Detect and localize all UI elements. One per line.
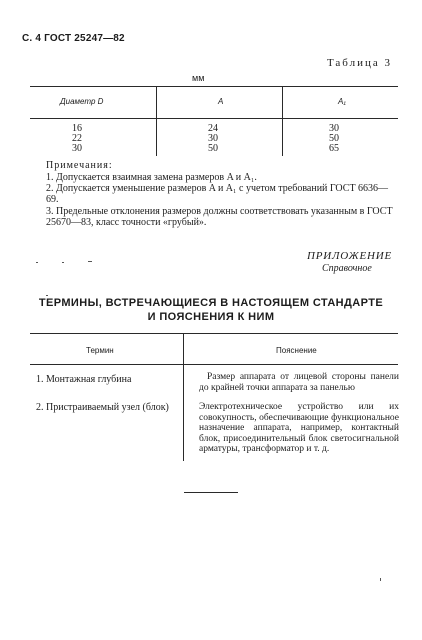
section-title-line1: ТЕРМИНЫ, ВСТРЕЧАЮЩИЕСЯ В НАСТОЯЩЕМ СТАНДАРТЕ	[38, 297, 384, 309]
note-item: 3. Предельные отклонения размеров должны соответствовать указанным в ГОСТ 25670—83, класс точности «грубый».	[46, 206, 393, 228]
table3-top-rule	[30, 86, 398, 87]
terms-col-term: Термин	[86, 346, 114, 355]
table3-col-divider-1	[156, 86, 157, 156]
scan-speck	[88, 261, 92, 262]
scan-speck	[46, 295, 48, 296]
note-item: 1. Допускается взаимная замена размеров A и A₁.	[46, 172, 257, 183]
table-cell: 50	[208, 143, 218, 154]
term-explanation: Размер аппарата от лицевой стороны панели до крайней точки аппарата за панелью	[199, 372, 399, 393]
term-text: 1. Монтажная глубина	[36, 374, 132, 385]
table-unit: мм	[192, 73, 205, 83]
notes-title: Примечания:	[46, 160, 113, 171]
table-cell: 16	[72, 123, 82, 134]
terms-col-divider	[183, 333, 184, 461]
table-title: Таблица 3	[326, 57, 392, 69]
table3-col-divider-2	[282, 86, 283, 156]
table-cell: 24	[208, 123, 218, 134]
table3-col-a1: A₁	[338, 97, 346, 106]
table3-col-diameter: Диаметр D	[60, 97, 104, 106]
end-rule	[184, 492, 238, 493]
section-title-line2: И ПОЯСНЕНИЯ К НИМ	[147, 311, 275, 323]
table-cell: 30	[72, 143, 82, 154]
terms-top-rule	[30, 333, 398, 334]
page-header: С. 4 ГОСТ 25247—82	[22, 33, 125, 44]
term-text: 2. Пристраиваемый узел (блок)	[36, 402, 169, 413]
table3-header-rule	[30, 118, 398, 119]
table-cell: 65	[329, 143, 339, 154]
term-explanation: Электротехническое устройство или их совокупность, обеспечивающие функциональное назначение аппарата, например, контактный блок, присоединительный блок светосигнальной арматуры, трансформатор и т. д.	[199, 402, 399, 454]
table-cell: 22	[72, 133, 82, 144]
terms-header-rule	[30, 364, 398, 365]
scan-speck	[380, 578, 381, 581]
terms-col-explanation: Пояснение	[276, 346, 317, 355]
scan-speck	[36, 262, 38, 263]
table3-col-a: A	[218, 97, 224, 106]
appendix-title: ПРИЛОЖЕНИЕ	[307, 250, 392, 262]
table-cell: 30	[208, 133, 218, 144]
table-cell: 30	[329, 123, 339, 134]
note-item: 2. Допускается уменьшение размеров A и A₁ с учетом требований ГОСТ 6636—69.	[46, 183, 389, 205]
table-cell: 50	[329, 133, 339, 144]
appendix-subtitle: Справочное	[322, 263, 372, 274]
scan-speck	[62, 262, 64, 263]
